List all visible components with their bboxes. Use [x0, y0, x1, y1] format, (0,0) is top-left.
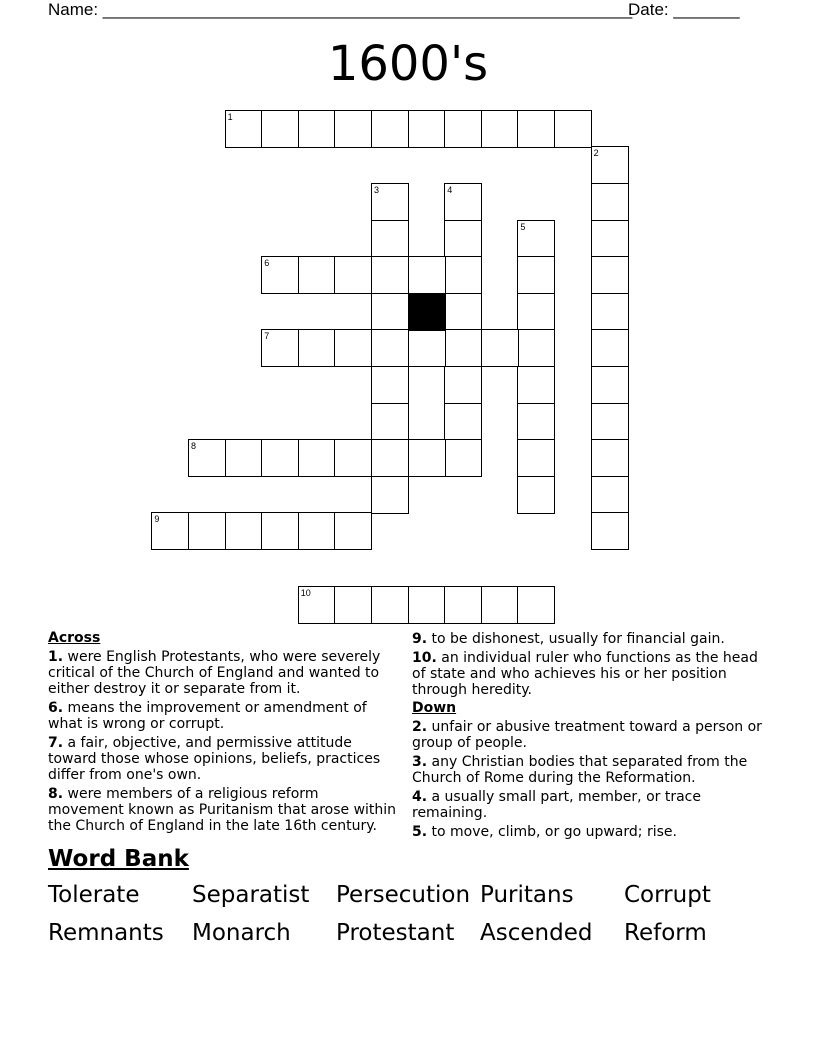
crossword-cell[interactable] — [334, 256, 372, 294]
word-bank-item: Persecution — [336, 882, 471, 908]
clue-number: 9 — [154, 514, 160, 525]
crossword-cell[interactable] — [334, 512, 372, 550]
crossword-cell[interactable] — [261, 439, 299, 477]
name-field-label: Name: ________________________________________________________ — [48, 0, 633, 19]
crossword-cell[interactable] — [298, 586, 336, 624]
crossword-cell[interactable] — [444, 183, 482, 221]
crossword-cell[interactable] — [517, 476, 555, 514]
crossword-cell[interactable] — [261, 256, 299, 294]
word-bank-title: Word Bank — [48, 846, 189, 872]
crossword-cell[interactable] — [517, 366, 555, 404]
clue-text: an individual ruler who functions as the head of state and who achieves his or her position through heredity. — [412, 650, 758, 698]
crossword-cell[interactable] — [371, 220, 409, 258]
crossword-cell[interactable] — [225, 439, 263, 477]
crossword-cell[interactable] — [591, 146, 629, 184]
clue-text: were members of a religious reform movement known as Puritanism that arose within the Church of England in the late 16th century. — [48, 786, 397, 834]
crossword-cell[interactable] — [444, 329, 482, 367]
crossword-cell[interactable] — [408, 329, 446, 367]
clue-text: means the improvement or amendment of what is wrong or corrupt. — [48, 700, 367, 732]
clue-number: 1 — [227, 111, 233, 122]
crossword-cell[interactable] — [591, 329, 629, 367]
crossword-cell[interactable] — [371, 110, 409, 148]
word-bank-item: Reform — [624, 920, 707, 946]
crossword-cell[interactable] — [517, 439, 555, 477]
crossword-cell[interactable] — [334, 586, 372, 624]
crossword-cell[interactable] — [591, 220, 629, 258]
clue-item — [48, 700, 398, 732]
crossword-cell[interactable] — [371, 586, 409, 624]
clue-number: 2. — [412, 719, 428, 735]
clue-number: 6. — [48, 700, 64, 716]
crossword-cell[interactable] — [591, 183, 629, 221]
clue-item — [412, 824, 772, 840]
clue-item — [412, 754, 772, 786]
word-bank-item: Puritans — [480, 882, 574, 908]
crossword-cell[interactable] — [298, 439, 336, 477]
clues-column-left — [48, 628, 398, 834]
clue-number: 8. — [48, 786, 64, 802]
crossword-cell[interactable] — [481, 110, 519, 148]
crossword-cell[interactable] — [444, 256, 482, 294]
crossword-cell[interactable] — [261, 110, 299, 148]
crossword-cell[interactable] — [408, 110, 446, 148]
crossword-cell[interactable] — [591, 366, 629, 404]
clue-number: 2 — [593, 148, 599, 159]
across-heading: Across — [48, 630, 101, 646]
clue-number: 4 — [447, 185, 453, 195]
crossword-cell[interactable] — [334, 439, 372, 477]
word-bank-item: Separatist — [192, 882, 310, 908]
clue-number: 10. — [412, 650, 437, 666]
clue-item — [48, 735, 398, 783]
clue-text: to be dishonest, usually for financial gain. — [427, 631, 725, 647]
clue-number: 10 — [300, 587, 311, 598]
crossword-cell[interactable] — [591, 439, 629, 477]
clue-item — [412, 719, 772, 751]
clue-number: 1. — [48, 649, 64, 665]
word-bank-item: Protestant — [336, 920, 455, 946]
crossword-cell[interactable] — [408, 439, 446, 477]
word-bank — [48, 880, 768, 948]
crossword-cell[interactable] — [371, 329, 409, 367]
clue-text: unfair or abusive treatment toward a person or group of people. — [412, 719, 762, 751]
crossword-cell[interactable] — [481, 586, 519, 624]
crossword-cell[interactable] — [334, 110, 372, 148]
crossword-cell[interactable] — [188, 512, 226, 550]
crossword-cell[interactable] — [371, 183, 409, 221]
clue-text: were English Protestants, who were severely critical of the Church of England and wanted to either destroy it or separate from it. — [48, 649, 381, 697]
crossword-cell[interactable] — [591, 512, 629, 550]
clue-text: a fair, objective, and permissive attitude toward those whose opinions, beliefs, practices differ from one's own. — [48, 735, 381, 783]
crossword-cell[interactable] — [517, 256, 555, 294]
crossword-cell[interactable] — [334, 329, 372, 367]
crossword-cell[interactable] — [591, 476, 629, 514]
word-bank-item: Remnants — [48, 920, 164, 946]
crossword-cell[interactable] — [444, 366, 482, 404]
clue-number: 3 — [374, 185, 380, 195]
crossword-cell[interactable] — [371, 403, 409, 441]
crossword-cell[interactable] — [444, 403, 482, 441]
crossword-cell[interactable] — [188, 439, 226, 477]
crossword-cell[interactable] — [371, 476, 409, 514]
word-bank-item: Corrupt — [624, 882, 711, 908]
clue-number: 9. — [412, 631, 428, 647]
crossword-cell[interactable] — [517, 220, 555, 258]
crossword-cell[interactable] — [261, 329, 299, 367]
crossword-cell[interactable] — [371, 366, 409, 404]
clue-item — [48, 649, 398, 697]
clue-number: 8 — [191, 441, 197, 452]
crossword-cell[interactable] — [517, 403, 555, 441]
crossword-cell[interactable] — [591, 293, 629, 331]
crossword-cell[interactable] — [371, 293, 409, 331]
clue-number: 5. — [412, 824, 428, 840]
word-bank-item: Tolerate — [48, 882, 140, 908]
crossword-cell[interactable] — [444, 293, 482, 331]
word-bank-item: Monarch — [192, 920, 291, 946]
crossword-cell[interactable] — [298, 329, 336, 367]
crossword-cell[interactable] — [444, 110, 482, 148]
word-bank-item: Ascended — [480, 920, 593, 946]
crossword-cell[interactable] — [444, 586, 482, 624]
clue-number: 5 — [520, 221, 526, 232]
crossword-cell[interactable] — [591, 403, 629, 441]
down-heading: Down — [412, 700, 457, 716]
crossword-cell[interactable] — [517, 329, 555, 367]
clue-text: to move, climb, or go upward; rise. — [427, 824, 677, 840]
clue-item — [412, 650, 772, 698]
crossword-cell[interactable] — [298, 110, 336, 148]
page-title: 1600's — [327, 36, 489, 92]
clue-item — [48, 786, 398, 834]
clue-text: any Christian bodies that separated from the Church of Rome during the Reformation. — [412, 754, 748, 786]
clue-text: a usually small part, member, or trace remaining. — [412, 789, 701, 821]
crossword-cell[interactable] — [298, 512, 336, 550]
crossword-cell[interactable] — [517, 293, 555, 331]
clue-number: 4. — [412, 789, 428, 805]
crossword-cell[interactable] — [517, 586, 555, 624]
crossword-cell[interactable] — [225, 110, 263, 148]
crossword-cell[interactable] — [408, 256, 446, 294]
crossword-cell[interactable] — [225, 512, 263, 550]
clue-number: 6 — [264, 258, 270, 269]
clues-column-right — [412, 628, 772, 840]
date-field-label: Date: _______ — [628, 0, 740, 19]
crossword-cell[interactable] — [371, 256, 409, 294]
clue-number: 3. — [412, 754, 428, 770]
clue-item — [412, 631, 772, 647]
clue-item — [412, 789, 772, 821]
crossword-cell[interactable] — [444, 439, 482, 477]
crossword-cell[interactable] — [554, 110, 592, 148]
crossword-cell[interactable] — [481, 329, 519, 367]
crossword-black-cell — [408, 293, 446, 331]
clue-number: 7 — [264, 331, 270, 342]
crossword-cell[interactable] — [517, 110, 555, 148]
crossword-cell[interactable] — [591, 256, 629, 294]
crossword-cell[interactable] — [261, 512, 299, 550]
crossword-cell[interactable] — [298, 256, 336, 294]
crossword-cell[interactable] — [408, 586, 446, 624]
crossword-cell[interactable] — [371, 439, 409, 477]
crossword-cell[interactable] — [444, 220, 482, 258]
clue-number: 7. — [48, 735, 64, 751]
crossword-cell[interactable] — [151, 512, 189, 550]
